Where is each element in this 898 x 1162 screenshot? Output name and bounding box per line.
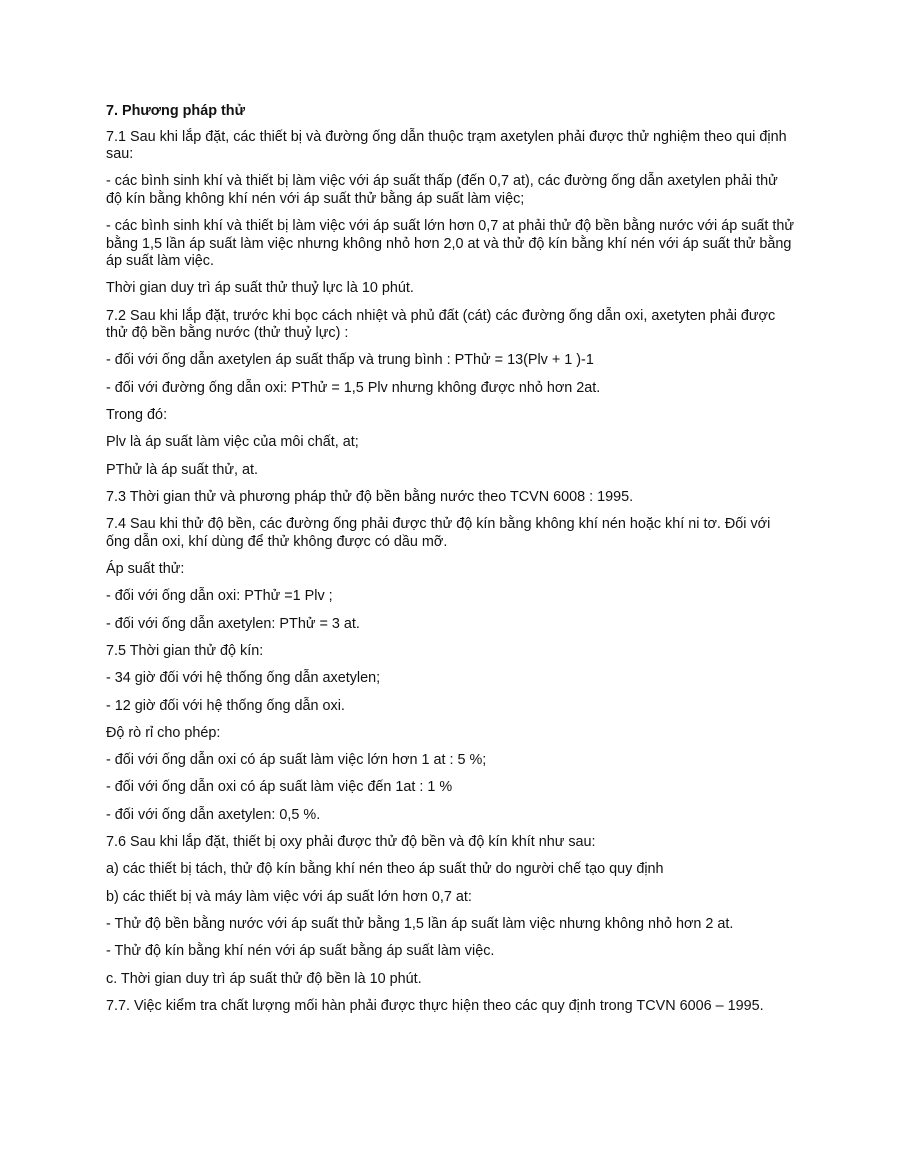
paragraph-acetylene-duration: - 34 giờ đối với hệ thống ống dẫn axetylen; [106,670,381,687]
paragraph-7-6-c: c. Thời gian duy trì áp suất thử độ bền là 10 phút. [106,970,422,987]
paragraph-test-pressure-label: Áp suất thử: [106,561,185,578]
paragraph-oxygen-tightness-pressure: - đối với ống dẫn oxi: PThử =1 Plv ; [106,588,333,605]
paragraph-leak-oxygen-low: - đối với ống dẫn oxi có áp suất làm việc đến 1at : 1 % [106,779,453,796]
paragraph-7-5: 7.5 Thời gian thử độ kín: [106,642,264,659]
paragraph-hydraulic-duration: Thời gian duy trì áp suất thử thuỷ lực là 10 phút. [106,280,414,297]
paragraph-pthu-definition: PThử là áp suất thử, at. [106,461,259,478]
paragraph-7-6: 7.6 Sau khi lắp đặt, thiết bị oxy phải được thử độ bền và độ kín khít như sau: [106,834,596,851]
document-body [106,103,796,1025]
paragraph-acetylene-tightness-pressure: - đối với ống dẫn axetylen: PThử = 3 at. [106,615,360,632]
paragraph-low-pressure-rule: - các bình sinh khí và thiết bị làm việc với áp suất thấp (đến 0,7 at), các đường ống dẫn axetylen phải thử độ kín bằng không khí nén với áp suất thử bằng áp suất làm việc; [106,173,778,207]
paragraph-7-3: 7.3 Thời gian thử và phương pháp thử độ bền bằng nước theo TCVN 6008 : 1995. [106,488,634,505]
paragraph-acetylene-test-pressure: - đối với ống dẫn axetylen áp suất thấp và trung bình : PThử = 13(Plv + 1 )-1 [106,352,594,369]
paragraph-strength-test: - Thử độ bền bằng nước với áp suất thử bằng 1,5 lần áp suất làm việc nhưng không nhỏ hơn 2 at. [106,915,734,932]
paragraph-leak-acetylene: - đối với ống dẫn axetylen: 0,5 %. [106,806,321,823]
paragraph-high-pressure-rule: - các bình sinh khí và thiết bị làm việc với áp suất lớn hơn 0,7 at phải thử độ bền bằng nước với áp suất thử bằng 1,5 lần áp suất làm việc nhưng không nhỏ hơn 2,0 at và thử độ kín bằng khí nén với áp suất thử bằng áp suất làm việc. [106,218,795,270]
paragraph-7-2: 7.2 Sau khi lắp đặt, trước khi bọc cách nhiệt và phủ đất (cát) các đường ống dẫn oxi, axetyten phải được thử độ bền bằng nước (thử thuỷ lực) : [106,307,776,342]
paragraph-where: Trong đó: [106,407,168,424]
paragraph-7-6-b: b) các thiết bị và máy làm việc với áp suất lớn hơn 0,7 at: [106,888,472,905]
paragraph-oxygen-duration: - 12 giờ đối với hệ thống ống dẫn oxi. [106,697,345,714]
paragraph-7-1: 7.1 Sau khi lắp đặt, các thiết bị và đường ống dẫn thuộc trạm axetylen phải được thử nghiệm theo qui định sau: [106,128,787,162]
paragraph-leak-oxygen-high: - đối với ống dẫn oxi có áp suất làm việc lớn hơn 1 at : 5 %; [106,752,487,769]
paragraph-oxygen-test-pressure: - đối với đường ống dẫn oxi: PThử = 1,5 Plv nhưng không được nhỏ hơn 2at. [106,379,601,396]
paragraph-7-6-a: a) các thiết bị tách, thử độ kín bằng khí nén theo áp suất thử do người chế tạo quy định [106,861,664,878]
paragraph-7-4: 7.4 Sau khi thử độ bền, các đường ống phải được thử độ kín bằng không khí nén hoặc khí ni tơ. Đối với ống dẫn oxi, khí dùng để thử không được có dầu mỡ. [106,516,771,550]
paragraph-plv-definition: Plv là áp suất làm việc của môi chất, at; [106,434,359,451]
paragraph-leak-allowance-label: Độ rò rỉ cho phép: [106,724,221,741]
paragraph-tightness-test: - Thử độ kín bằng khí nén với áp suất bằng áp suất làm việc. [106,943,495,960]
paragraph-7-7: 7.7. Việc kiểm tra chất lượng mối hàn phải được thực hiện theo các quy định trong TCVN 6006 – 1995. [106,997,764,1014]
section-heading: 7. Phương pháp thử [106,103,245,119]
